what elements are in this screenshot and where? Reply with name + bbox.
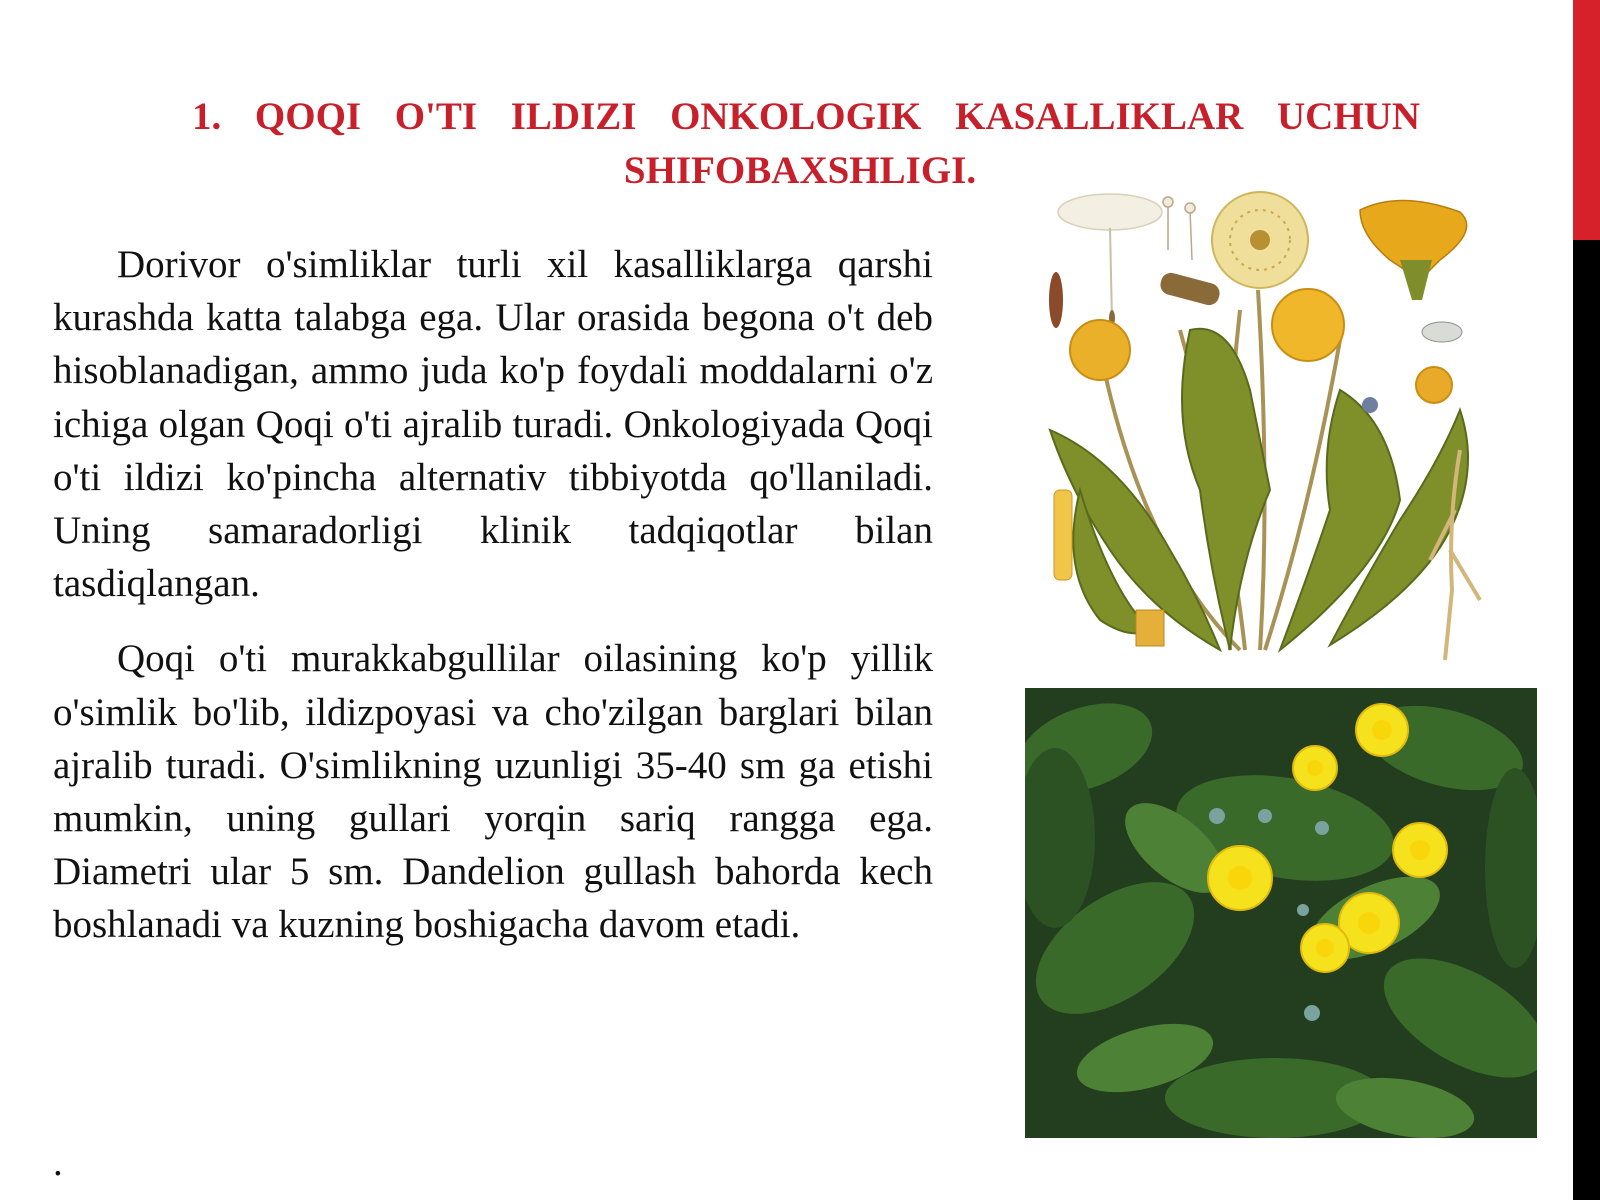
paragraph-2: Qoqi o'ti murakkabgullilar oilasining ko'p yillik o'simlik bo'lib, ildizpoyasi va cho'zilgan barglari bilan ajralib turadi. O'simlikning uzunligi 35-40 sm ga etishi mumkin, uning gullari yorqin sariq rangga ega. Diametri ular 5 sm. Dandelion gullash bahorda kech boshlanadi va kuzning boshigacha davom etadi. (53, 637, 933, 947)
dandelion-photo (1025, 688, 1537, 1138)
accent-bar-black (1573, 240, 1600, 1200)
trailing-dot: . (53, 1141, 63, 1184)
flower-side-icon (1360, 200, 1467, 300)
title-line-2: SHIFOBAXSHLIGI. (623, 149, 977, 192)
seed-ball-icon (1212, 192, 1308, 288)
body-text (53, 238, 933, 952)
paragraph-1: Dorivor o'simliklar turli xil kasalliklarga qarshi kurashda katta talabga ega. Ular orasida begona o't deb hisoblanadigan, ammo juda ko'p foydali moddalarni o'z ichiga olgan Qoqi o'ti ajralib turadi. Onkologiyada Qoqi o'ti ildizi ko'pincha alternativ tibbiyotda qo'llaniladi. Uning samaradorligi klinik tadqiqotlar bilan tasdiqlangan. (53, 243, 933, 606)
slide-title (180, 90, 1420, 198)
title-line-1: 1. QOQI O'TI ILDIZI ONKOLOGIK KASALLIKLAR UCHUN (192, 95, 1420, 138)
accent-bar-red (1573, 0, 1600, 240)
dandelion-illustration (1040, 190, 1520, 668)
seed-puff-icon (1058, 194, 1162, 326)
